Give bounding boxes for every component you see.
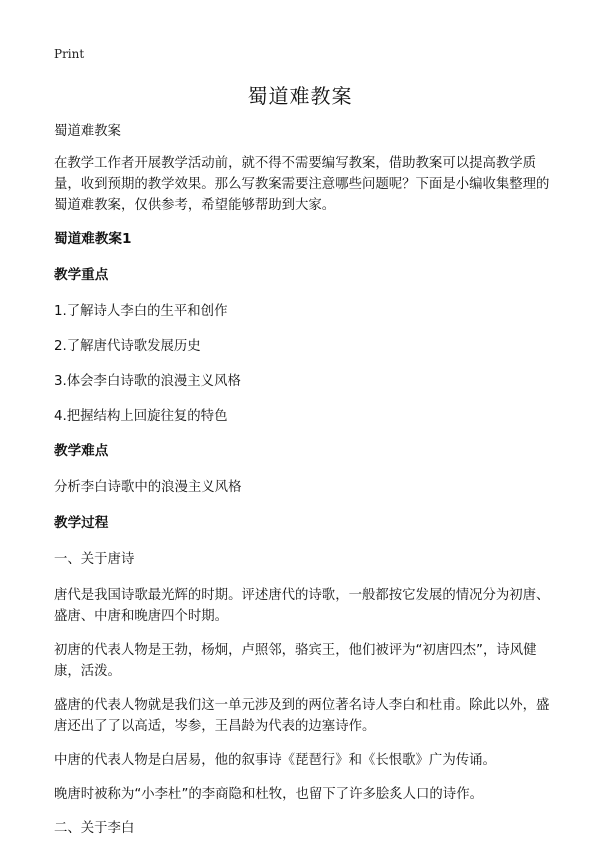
body-paragraph: 中唐的代表人物是白居易，他的叙事诗《琵琶行》和《长恨歌》广为传诵。 bbox=[54, 753, 496, 768]
difficulty-text: 分析李白诗歌中的浪漫主义风格 bbox=[54, 480, 242, 495]
body-paragraph: 晚唐时被称为“小李杜”的李商隐和杜牧，也留下了许多脍炙人口的诗作。 bbox=[54, 787, 483, 802]
focus-heading: 教学重点 bbox=[54, 267, 109, 283]
body-paragraph: 唐代是我国诗歌最光辉的时期。评述唐代的诗歌，一般都按它发展的情况分为初唐、盛唐、中唐和晚唐四个时期。 bbox=[54, 588, 550, 624]
part-title: 二、关于李白 bbox=[54, 821, 135, 836]
process-heading: 教学过程 bbox=[54, 515, 109, 531]
body-paragraph: 盛唐的代表人物就是我们这一单元涉及到的两位著名诗人李白和杜甫。除此以外，盛唐还出了了以高适，岑参，王昌龄为代表的边塞诗作。 bbox=[54, 698, 550, 734]
focus-item: 1.了解诗人李白的生平和创作 bbox=[54, 304, 228, 319]
print-link[interactable]: Print bbox=[54, 47, 85, 61]
focus-item: 4.把握结构上回旋往复的特色 bbox=[54, 409, 228, 424]
body-paragraph: 初唐的代表人物是王勃，杨炯，卢照邻，骆宾王，他们被评为“初唐四杰”，诗风健康，活泼。 bbox=[54, 643, 537, 679]
section-title: 蜀道难教案1 bbox=[54, 231, 132, 247]
intro-paragraph: 在教学工作者开展教学活动前，就不得不需要编写教案，借助教案可以提高教学质量，收到预期的教学效果。那么写教案需要注意哪些问题呢？下面是小编收集整理的蜀道难教案，仅供参考，希望能够帮助到大家。 bbox=[54, 156, 550, 213]
page-title: 蜀道难教案 bbox=[247, 84, 353, 108]
document-subtitle: 蜀道难教案 bbox=[54, 124, 121, 139]
document-body bbox=[54, 121, 560, 854]
focus-item: 2.了解唐代诗歌发展历史 bbox=[54, 339, 201, 354]
difficulty-heading: 教学难点 bbox=[54, 443, 109, 459]
part-title: 一、关于唐诗 bbox=[54, 552, 135, 567]
focus-item: 3.体会李白诗歌的浪漫主义风格 bbox=[54, 374, 241, 389]
